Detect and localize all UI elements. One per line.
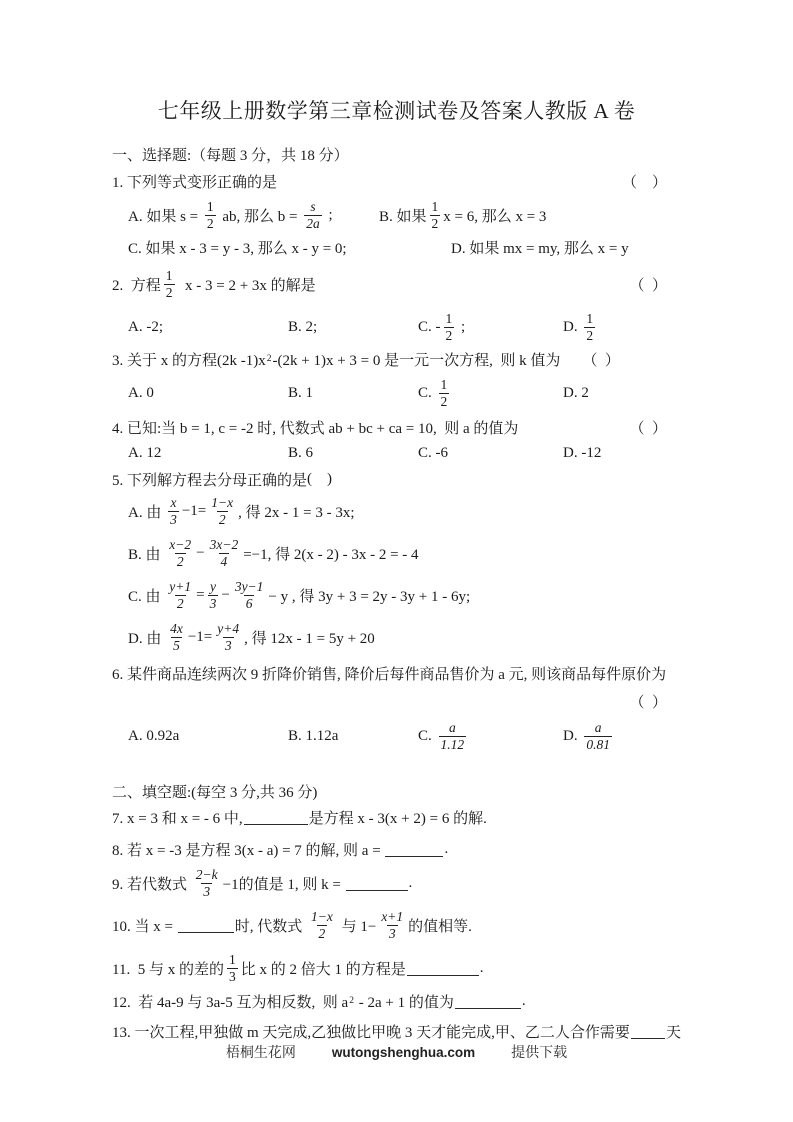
- fraction-numerator: x−2: [169, 537, 192, 553]
- fraction: [584, 311, 595, 342]
- text-run: 是方程 x - 3(x + 2) = 6 的解.: [308, 810, 487, 827]
- fraction: [304, 199, 322, 230]
- fraction: [208, 579, 219, 610]
- blank-underline: [385, 842, 443, 857]
- text-run: 6. 某件商品连续两次 9 折降价销售, 降价后每件商品售价为 a 元, 则该商品每件原价为: [112, 666, 667, 683]
- document-body: [112, 143, 681, 1042]
- text-run: -(2k + 1)x + 3 = 0 是一元一次方程, 则 k 值为: [272, 352, 561, 369]
- fraction-denominator: 2: [176, 553, 184, 569]
- text-run: B. 如果: [379, 208, 427, 225]
- text-run: 9. 若代数式: [112, 876, 191, 893]
- text-run: x - 3 = 2 + 3x 的解是: [177, 277, 316, 294]
- text-run: D. 2: [563, 384, 589, 401]
- fraction-denominator: 4: [220, 553, 228, 569]
- fraction: [167, 537, 193, 568]
- text-run: 13. 一次工程,甲独做 m 天完成,乙独做比甲晚 3 天才能完成,甲、乙二人合作需要: [112, 1024, 630, 1041]
- answer-parens: （ ）: [629, 277, 667, 294]
- text-run: 与 1−: [337, 918, 377, 935]
- option-cell: [128, 728, 288, 745]
- text-run: B. 6: [288, 444, 314, 461]
- fraction-denominator: 2a: [306, 215, 320, 231]
- fraction-numerator: 1: [440, 377, 448, 393]
- fraction-numerator: 1: [228, 952, 236, 968]
- answer-parens: （ ）: [629, 694, 667, 711]
- option-cell: [418, 311, 563, 342]
- fraction-numerator: 1−x: [211, 495, 234, 511]
- text-run: .: [444, 840, 449, 857]
- footer-site-url: wutongshenghua.com: [331, 1044, 476, 1060]
- q4-stem: [112, 416, 681, 438]
- text-run: C. -: [418, 318, 441, 335]
- fraction-numerator: 3y−1: [234, 579, 264, 595]
- text-run: −1=: [187, 628, 213, 645]
- q11: [112, 949, 681, 987]
- text-run: =−1, 得 2(x - 2) - 3x - 2 = - 4: [243, 546, 419, 563]
- blank-underline: [631, 1024, 665, 1039]
- text-run: =: [196, 586, 205, 603]
- option-cell: [379, 199, 546, 230]
- fraction: [439, 720, 467, 751]
- fraction-denominator: 2: [431, 215, 439, 231]
- q12: 12. 若 4a-9 与 3a-5 互为相反数, 则 a 2 - 2a + 1 的值为 .: [112, 992, 526, 1011]
- fraction-numerator: y: [209, 579, 216, 595]
- fraction-denominator: 3: [388, 925, 396, 941]
- text-run: B. 1.12a: [288, 727, 339, 744]
- q6-stem: [112, 662, 681, 684]
- option-cell: [288, 319, 418, 336]
- fraction-denominator: 0.81: [586, 736, 610, 752]
- q5-opt-b: [112, 534, 681, 572]
- option-cell: [128, 385, 288, 402]
- text-run: , 得 12x - 1 = 5y + 20: [244, 630, 375, 647]
- fraction-denominator: 5: [173, 637, 180, 653]
- q13: [112, 1020, 681, 1042]
- text-run: A. 由: [128, 504, 166, 521]
- q9: [112, 864, 681, 902]
- q1-stem: [112, 170, 681, 192]
- text-run: 的值相等.: [408, 918, 472, 935]
- text-run: , 得 2x - 1 = 3 - 3x;: [238, 504, 355, 521]
- blank-underline: [455, 994, 521, 1009]
- q5-opt-c: [112, 576, 681, 614]
- text-run: .: [408, 874, 413, 891]
- text-run: ab, 那么 b =: [218, 208, 302, 225]
- text-run: C. 如果 x - 3 = y - 3, 那么 x - y = 0;: [128, 240, 347, 257]
- fraction-numerator: x: [170, 495, 177, 511]
- answer-parens: （ ）: [621, 174, 667, 191]
- blank-underline: [346, 876, 408, 891]
- text-run: 1. 下列等式变形正确的是: [112, 174, 278, 191]
- text-run: ;: [457, 318, 466, 335]
- option-cell: [563, 720, 615, 751]
- fraction: [233, 579, 266, 610]
- text-run: D.: [563, 318, 582, 335]
- q6-paren: [112, 690, 681, 712]
- text-run: − y , 得 3y + 3 = 2y - 3y + 1 - 6y;: [268, 588, 471, 605]
- q2-opts: [112, 306, 681, 348]
- text-run: 天: [665, 1024, 681, 1041]
- text-run: D. -12: [563, 444, 602, 461]
- fraction: [430, 199, 441, 230]
- fraction-numerator: 1−x: [310, 909, 333, 925]
- q6-opts: [112, 716, 681, 756]
- text-run: B. 1: [288, 384, 314, 401]
- fraction-denominator: 2: [165, 284, 173, 300]
- fraction-denominator: 3: [209, 595, 217, 611]
- fraction: [205, 199, 216, 230]
- text-run: D. 由: [128, 630, 166, 647]
- q3-opts: [112, 372, 681, 414]
- fraction-denominator: 3: [228, 968, 236, 984]
- fraction-numerator: x+1: [381, 909, 404, 925]
- fraction-numerator: 4x: [170, 621, 183, 637]
- option-cell: [418, 720, 563, 751]
- fraction: [208, 537, 241, 568]
- text-run: 时, 代数式: [234, 918, 306, 935]
- fraction-denominator: 1.12: [440, 736, 465, 752]
- text-run: −1=: [181, 502, 207, 519]
- text-run: 12. 若 4a-9 与 3a-5 互为相反数, 则 a: [112, 994, 349, 1011]
- text-run: A. 0.92a: [128, 727, 180, 744]
- fraction-numerator: 1: [165, 268, 173, 284]
- fraction-numerator: 1: [431, 199, 439, 215]
- fraction-numerator: 3x−2: [209, 537, 239, 553]
- option-cell: [128, 237, 451, 258]
- text-run: B. 由: [128, 546, 165, 563]
- fraction: [167, 579, 193, 610]
- text-run: 7. x = 3 和 x = - 6 中,: [112, 810, 243, 827]
- fraction: [194, 867, 220, 898]
- answer-parens: ( ): [307, 470, 333, 487]
- answer-parens: （ ）: [629, 420, 667, 437]
- text-run: C. 由: [128, 588, 165, 605]
- answer-parens: （ ）: [582, 352, 620, 369]
- fraction: [227, 952, 238, 983]
- fraction: [584, 720, 612, 751]
- text-run: −: [221, 586, 230, 603]
- fraction: [444, 311, 455, 342]
- q5-opt-d: [112, 618, 681, 656]
- q5-opt-a: [112, 492, 681, 530]
- fraction-numerator: a: [594, 720, 602, 736]
- text-run: ;: [324, 206, 333, 223]
- q10: [112, 906, 681, 944]
- blank-underline: [178, 918, 234, 933]
- text-run: D. 如果 mx = my, 那么 x = y: [451, 240, 629, 257]
- text-run: 4. 已知:当 b = 1, c = -2 时, 代数式 ab + bc + ca = 10, 则 a 的值为: [112, 420, 519, 437]
- option-cell: [563, 445, 601, 462]
- option-cell: [418, 445, 563, 462]
- fraction-denominator: 2: [440, 393, 448, 409]
- text-run: C.: [418, 727, 436, 744]
- sec2-header: [112, 780, 681, 802]
- fraction-denominator: 3: [170, 511, 177, 527]
- text-run: - 2a + 1 的值为: [354, 994, 454, 1011]
- fraction-denominator: 3: [203, 883, 211, 899]
- q1-opts-ab: [112, 194, 681, 236]
- fraction-numerator: 1: [206, 199, 214, 215]
- fraction-denominator: 2: [586, 327, 594, 343]
- text-run: 一、选择题:（每题 3 分，共 18 分）: [112, 147, 349, 164]
- fraction: [168, 621, 185, 652]
- fraction-numerator: y+4: [217, 621, 240, 637]
- text-run: −: [196, 544, 205, 561]
- text-run: −1的值是 1, 则 k =: [222, 876, 345, 893]
- fraction-numerator: 1: [445, 311, 453, 327]
- fraction-numerator: 2−k: [195, 867, 218, 883]
- text-run: 3. 关于 x 的方程(2k -1)x: [112, 352, 266, 369]
- text-run: C.: [418, 384, 436, 401]
- fraction-denominator: 2: [218, 511, 226, 527]
- fraction-denominator: 6: [245, 595, 253, 611]
- text-run: 5. 下列解方程去分母正确的是: [112, 472, 308, 489]
- fraction-denominator: 3: [224, 637, 232, 653]
- fraction-denominator: 2: [445, 327, 453, 343]
- q7: [112, 806, 681, 828]
- text-run: A. 如果 s =: [128, 208, 202, 225]
- option-cell: [128, 445, 288, 462]
- text-run: 10. 当 x =: [112, 918, 177, 935]
- text-run: B. 2;: [288, 318, 318, 335]
- option-cell: [563, 311, 598, 342]
- blank-underline: [407, 961, 479, 976]
- q1-opts-cd: [112, 236, 681, 258]
- option-cell: [128, 199, 379, 230]
- blank-underline: [244, 810, 308, 825]
- text-run: 8. 若 x = -3 是方程 3(x - a) = 7 的解, 则 a =: [112, 842, 385, 859]
- fraction: [209, 495, 235, 526]
- option-cell: [451, 237, 629, 258]
- fraction-numerator: a: [448, 720, 456, 736]
- footer-download-label: 提供下载: [511, 1046, 568, 1061]
- footer-site-name: 梧桐生花网: [225, 1046, 296, 1061]
- text-run: .: [479, 959, 484, 976]
- page-title: 七年级上册数学第三章检测试卷及答案人教版 A 卷: [157, 99, 636, 123]
- option-cell: [418, 377, 563, 408]
- fraction: [309, 909, 335, 940]
- q5-stem: [112, 468, 681, 490]
- text-run: 二、填空题:(每空 3 分,共 36 分): [112, 784, 318, 801]
- page-footer: [0, 1042, 793, 1062]
- option-cell: [128, 319, 288, 336]
- text-run: A. 12: [128, 444, 162, 461]
- fraction-denominator: 2: [206, 215, 214, 231]
- text-run: C. -6: [418, 444, 448, 461]
- text-run: 11. 5 与 x 的差的: [112, 961, 224, 978]
- text-run: 2. 方程: [112, 277, 161, 294]
- fraction-denominator: 2: [318, 925, 326, 941]
- sec1-header: [112, 143, 681, 165]
- q2-stem: [112, 262, 681, 306]
- fraction: [379, 909, 405, 940]
- option-cell: [288, 385, 418, 402]
- fraction: [439, 377, 450, 408]
- fraction: [215, 621, 241, 652]
- option-cell: [563, 385, 589, 402]
- text-run: A. -2;: [128, 318, 163, 335]
- fraction: [164, 268, 175, 299]
- fraction-numerator: y+1: [169, 579, 192, 595]
- fraction-numerator: s: [310, 199, 316, 215]
- option-cell: [288, 728, 418, 745]
- text-run: A. 0: [128, 384, 154, 401]
- q8: [112, 838, 681, 860]
- text-run: D.: [563, 727, 582, 744]
- text-run: .: [521, 992, 526, 1009]
- q3-stem: 3. 关于 x 的方程(2k -1)x 2 -(2k + 1)x + 3 = 0 是一元一次方程, 则 k 值为 （ ）: [112, 348, 681, 370]
- option-cell: [288, 445, 418, 462]
- fraction-denominator: 2: [176, 595, 184, 611]
- text-run: 比 x 的 2 倍大 1 的方程是: [240, 961, 406, 978]
- q4-opts: [112, 442, 681, 464]
- fraction-numerator: 1: [586, 311, 594, 327]
- text-run: x = 6, 那么 x = 3: [443, 208, 547, 225]
- fraction: [168, 495, 179, 526]
